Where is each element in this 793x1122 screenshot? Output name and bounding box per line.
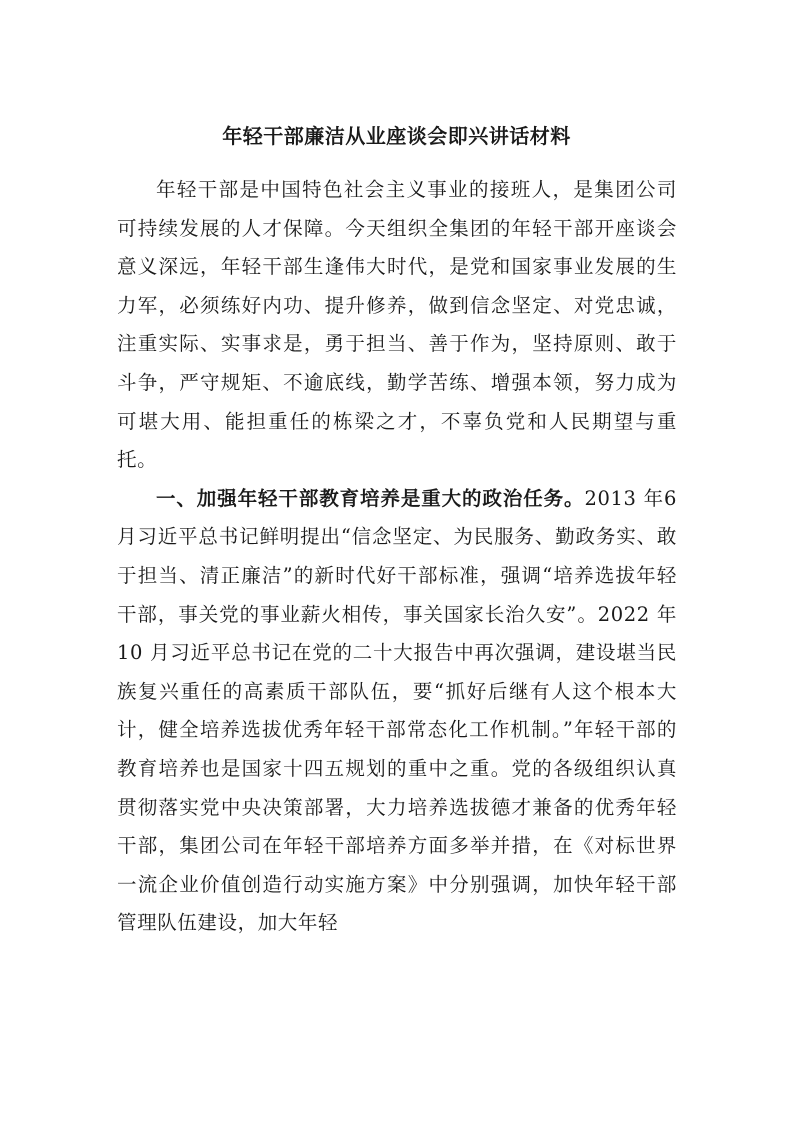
section-1-paragraph (117, 480, 677, 943)
document-title: 年轻干部廉洁从业座谈会即兴讲话材料 (222, 124, 571, 148)
document-body (117, 171, 677, 943)
section-1-heading: 一、加强年轻干部教育培养是重大的政治任务。 (156, 486, 585, 510)
intro-paragraph: 年轻干部是中国特色社会主义事业的接班人，是集团公司可持续发展的人才保障。今天组织全集团的年轻干部开座谈会意义深远，年轻干部生逢伟大时代，是党和国家事业发展的生力军，必须练好内功、提升修养，做到信念坚定、对党忠诚，注重实际、实事求是，勇于担当、善于作为，坚持原则、敢于斗争，严守规矩、不逾底线，勤学苦练、增强本领，努力成为可堪大用、能担重任的栋梁之才，不辜负党和人民期望与重托。 (117, 178, 677, 472)
section-1-text: 2013 年6月习近平总书记鲜明提出“信念坚定、为民服务、勤政务实、敢于担当、清正廉洁”的新时代好干部标准，强调“培养选拔年轻干部，事关党的事业薪火相传，事关国家长治久安”。2022 年 10 月习近平总书记在党的二十大报告中再次强调，建设堪当民族复兴重任的高素质干部队伍，要“抓好后继有人这个根本大计，健全培养选拔优秀年轻干部常态化工作机制。”年轻干部的教育培养也是国家十四五规划的重中之重。党的各级组织认真贯彻落实党中央决策部署，大力培养选拔德才兼备的优秀年轻干部，集团公司在年轻干部培养方面多举并措，在《对标世界一流企业价值创造行动实施方案》中分别强调，加快年轻干部管理队伍建设，加大年轻 (117, 486, 677, 935)
